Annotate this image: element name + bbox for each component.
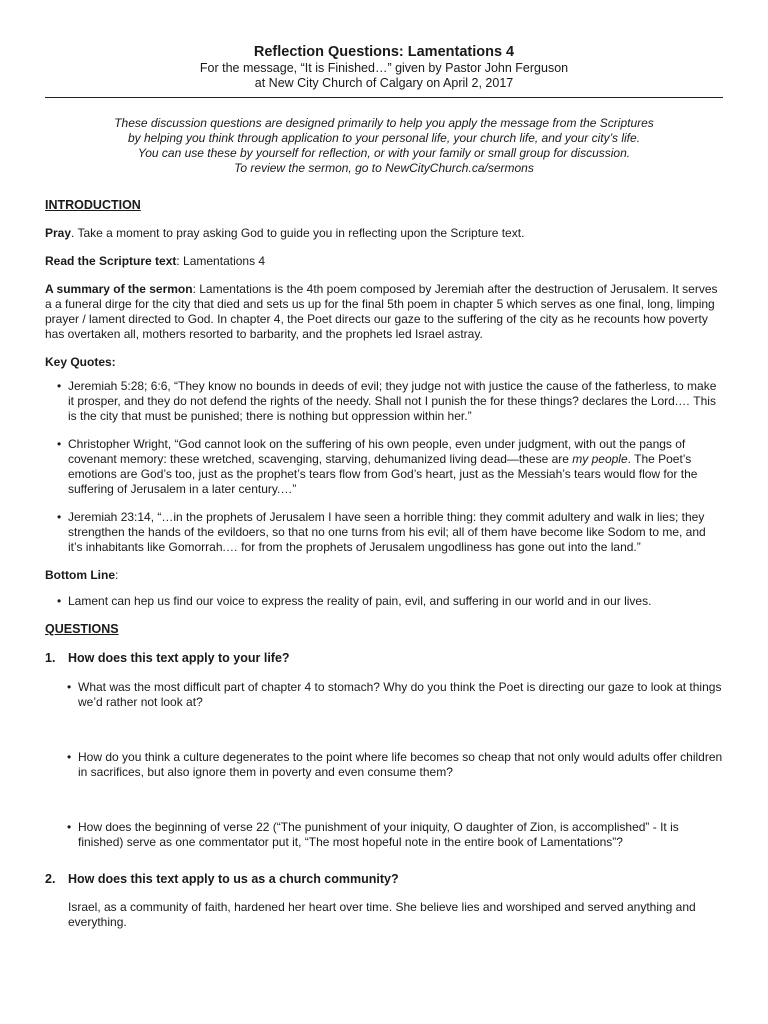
question-2-text: How does this text apply to us as a church community? — [68, 872, 399, 886]
question-1-list — [45, 680, 723, 850]
document-title: Reflection Questions: Lamentations 4 — [253, 44, 515, 60]
key-quotes-heading — [45, 355, 723, 370]
document-page — [45, 43, 723, 930]
summary-paragraph — [45, 282, 723, 342]
list-item: • What was the most difficult part of chapter 4 to stomach? Why do you think the Poet is directing our gaze to look at things we’d rather not look at? — [45, 680, 723, 710]
question-1-heading — [45, 651, 723, 666]
list-item — [45, 437, 723, 497]
quote-emphasis: my people — [572, 452, 628, 466]
read-paragraph — [45, 254, 723, 269]
key-quotes-label: Key Quotes: — [45, 355, 116, 369]
header-divider — [45, 97, 723, 98]
summary-label: A summary of the sermon — [45, 282, 193, 296]
bottom-line-heading — [45, 568, 723, 583]
introduction-heading: INTRODUCTION — [45, 198, 141, 212]
subtitle-line-2: at New City Church of Calgary on April 2, 2017 — [254, 76, 514, 90]
key-quotes-list — [45, 379, 723, 555]
intro-note-line: To review the sermon, go to NewCityChurch.ca/sermons — [234, 161, 534, 175]
read-label: Read the Scripture text — [45, 254, 177, 268]
questions-heading: QUESTIONS — [45, 622, 119, 636]
question-1-text: How does this text apply to your life? — [68, 651, 290, 665]
quote-text: Christopher Wright, “God cannot look on the suffering of his own people, even under judgment, with out the pangs of covenant memory: these wretched, scavenging, starving, dehumanized living dead—these are — [68, 437, 686, 466]
intro-note-line: by helping you think through application to your personal life, your church life, and your city’s life. — [127, 131, 641, 145]
question-1-number: 1. — [45, 651, 56, 665]
list-item: • How do you think a culture degenerates to the point where life becomes so cheap that not only would adults offer children in sacrifices, but also ignore them in poverty and even consume them? — [45, 750, 723, 780]
intro-note-line: These discussion questions are designed primarily to help you apply the message from the Scriptures — [114, 116, 654, 130]
list-item: • Jeremiah 5:28; 6:6, “They know no bounds in deeds of evil; they judge not with justice the cause of the fatherless, to make it prosper, and they do not defend the rights of the needy. Shall not I punish the for these things? declares the Lord.… This is the city that must be punished; there is nothing but oppression within her.” — [45, 379, 723, 424]
list-item: • How does the beginning of verse 22 (“The punishment of your iniquity, O daughter of Zion, is accomplished” - It is finished) serve as one commentator put it, “The most hopeful note in the entire book of Lamentations”? — [45, 820, 723, 850]
list-item: • Lament can hep us find our voice to express the reality of pain, evil, and suffering in our world and in our lives. — [45, 594, 723, 609]
question-2-heading — [45, 872, 723, 887]
question-2-number: 2. — [45, 872, 56, 886]
read-text: : Lamentations 4 — [176, 254, 266, 268]
pray-text: . Take a moment to pray asking God to guide you in reflecting upon the Scripture text. — [71, 226, 525, 240]
bottom-line-list — [45, 594, 723, 609]
quote-text: . The Poet’s emotions are God’s too, just as the prophet’s tears flow from God’s heart, just as the Messiah’s tears would flow for the suffering of Jerusalem in a later century.…” — [68, 452, 698, 496]
bottom-line-label: Bottom Line — [45, 568, 115, 582]
intro-note-line: You can use these by yourself for reflection, or with your family or small group for discussion. — [137, 146, 631, 160]
pray-paragraph — [45, 226, 723, 241]
intro-note — [45, 116, 723, 176]
pray-label: Pray — [45, 226, 72, 240]
question-2-paragraph: Israel, as a community of faith, hardened her heart over time. She believe lies and worshiped and served anything and everything. — [68, 900, 696, 929]
summary-text: : Lamentations is the 4th poem composed by Jeremiah after the destruction of Jerusalem. It serves a a funeral dirge for the city that died and sets us up for the final 5th poem in chapter 5 which serves as one final, long, limping prayer / lament directed to God. In chapter 4, the Poet directs our gaze to the suffering of the city as he recounts how poverty has overtaken all, mothers resorted to barbarity, and the prophets led Israel astray. — [45, 282, 718, 341]
subtitle-line-1: For the message, “It is Finished…” given by Pastor John Ferguson — [199, 61, 569, 75]
list-item: • Jeremiah 23:14, “…in the prophets of Jerusalem I have seen a horrible thing: they commit adultery and walk in lies; they strengthen the hands of the evildoers, so that no one turns from his evil; all of them have become like Sodom to me, and it’s inhabitants like Gomorrah.… for from the prophets of Jerusalem ungodliness has gone out into the land.” — [45, 510, 723, 555]
bottom-line-colon: : — [115, 568, 119, 582]
